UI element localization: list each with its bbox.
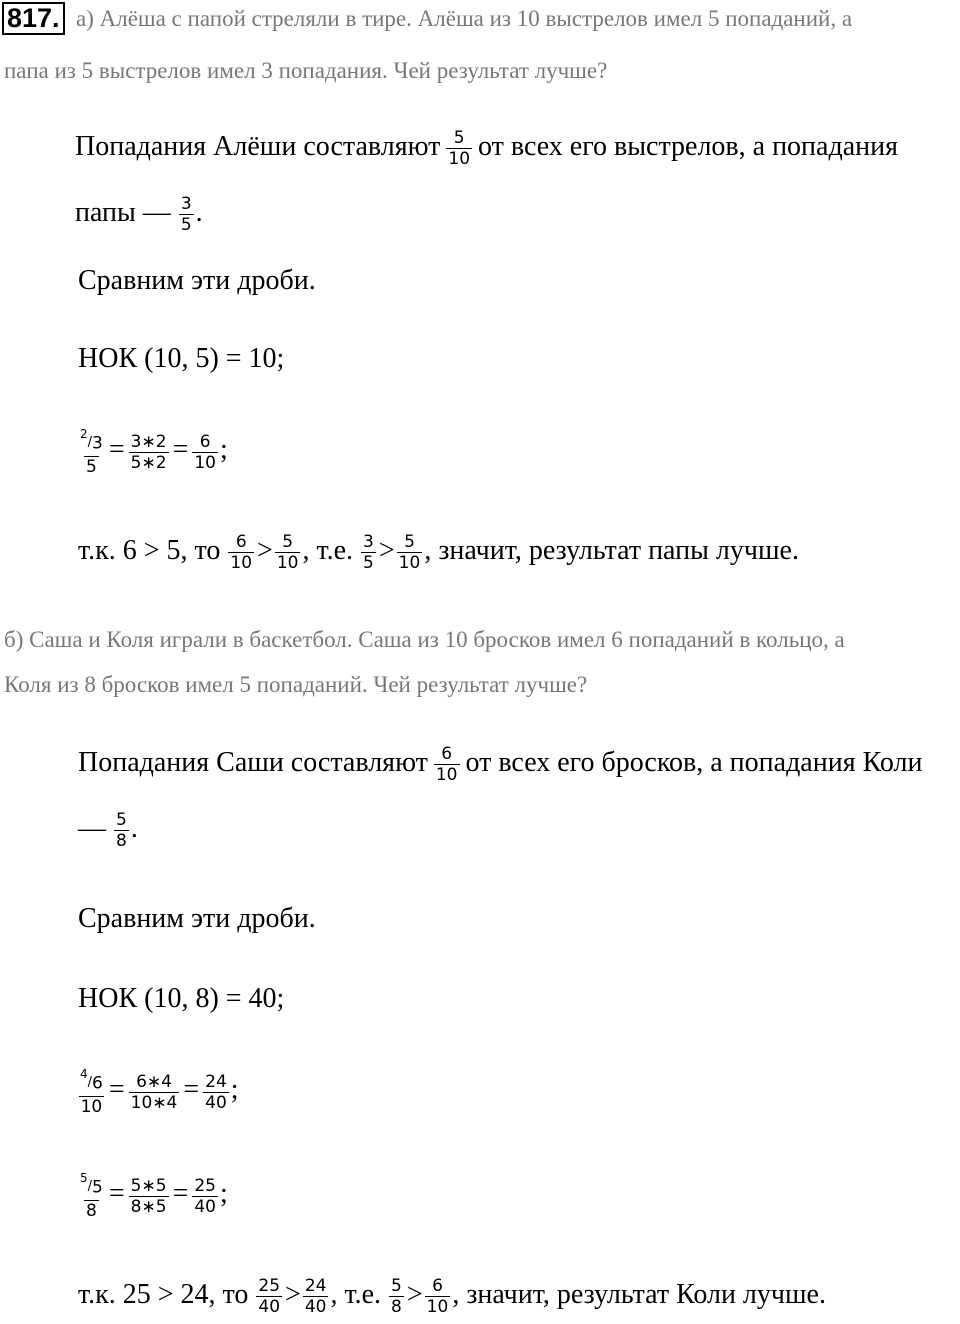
conclusion-text-2: , т.е. <box>330 1278 382 1310</box>
multiplier: 5 <box>80 1171 88 1185</box>
part-b-question-line1: б) Саша и Коля играли в баскетбол. Саша из 10 бросков имел 6 попаданий в кольцо, а <box>4 627 845 652</box>
eq-fraction-1 <box>78 428 105 477</box>
part-a-s1-before: Попадания Алёши составляют <box>75 130 441 162</box>
numerator: 3 <box>92 433 103 454</box>
fraction <box>425 1276 451 1317</box>
denominator: 10 <box>80 1096 103 1117</box>
eq-fraction-1 <box>78 1172 105 1221</box>
denominator: 10 <box>276 553 299 573</box>
numerator: 24 <box>304 1276 327 1296</box>
denominator: 5∗2 <box>130 452 167 473</box>
eq-fraction-2 <box>129 1176 169 1217</box>
slash: / <box>87 1178 93 1194</box>
multiplier: 2 <box>80 427 88 441</box>
denominator: 40 <box>205 1092 227 1113</box>
part-a-sentence2 <box>75 192 203 233</box>
part-b-s1-fraction <box>434 744 460 785</box>
equals-sign: = <box>172 1178 189 1210</box>
eq-fraction-2 <box>129 1072 180 1113</box>
part-a-s1-fraction <box>446 128 472 169</box>
part-a-s2-fraction <box>179 194 194 235</box>
denominator: 10 <box>426 1297 449 1317</box>
part-b-s2-before: — <box>78 812 106 844</box>
part-a-equation <box>76 426 228 475</box>
numerator: 3 <box>180 194 192 214</box>
greater-sign: > <box>406 1278 423 1310</box>
denominator: 8 <box>116 831 127 851</box>
part-a-lcm: НОК (10, 5) = 10; <box>78 343 285 374</box>
denominator: 10 <box>230 553 253 573</box>
denominator: 5 <box>363 553 374 573</box>
part-a-s2-after: . <box>195 196 203 228</box>
eq-fraction-3 <box>192 432 218 473</box>
multiplier: 4 <box>80 1067 88 1081</box>
conclusion-text-1: т.к. 6 > 5, то <box>78 534 221 566</box>
numerator: 25 <box>194 1175 216 1196</box>
numerator: 5 <box>391 1276 402 1296</box>
part-b-s2-fraction <box>114 810 129 851</box>
fraction <box>389 1276 404 1317</box>
conclusion-text-3: , значит, результат Коли лучше. <box>452 1278 826 1310</box>
part-b-lcm: НОК (10, 8) = 40; <box>78 983 285 1014</box>
denominator: 5 <box>86 456 97 477</box>
numerator: 3∗2 <box>130 431 167 452</box>
eq-fraction-2 <box>129 432 169 473</box>
numerator: 5 <box>116 810 127 830</box>
part-b-equation-2 <box>76 1170 228 1219</box>
numerator: 24 <box>205 1071 227 1092</box>
numerator: 6 <box>235 532 247 552</box>
equals-sign: = <box>183 1074 200 1106</box>
numerator: 6 <box>432 1276 443 1296</box>
denominator: 10∗4 <box>130 1092 178 1113</box>
part-b-question-line2: Коля из 8 бросков имел 5 попаданий. Чей результат лучше? <box>4 672 588 697</box>
numerator: 5 <box>453 128 465 148</box>
part-b-sentence2 <box>78 808 138 849</box>
denominator: 5 <box>180 215 192 235</box>
fraction <box>397 532 423 573</box>
fraction <box>303 1276 329 1317</box>
denominator: 10 <box>194 452 216 473</box>
greater-sign: > <box>378 534 395 566</box>
fraction <box>256 1276 282 1317</box>
fraction <box>228 532 254 573</box>
part-b-s1-before: Попадания Саши составляют <box>78 746 428 778</box>
part-a-conclusion <box>78 530 799 571</box>
semicolon: ; <box>230 1074 239 1106</box>
numerator: 5 <box>404 532 415 552</box>
part-b-s2-after: . <box>130 812 138 844</box>
numerator: 5 <box>92 1177 103 1198</box>
numerator: 3 <box>363 532 374 552</box>
part-a-compare: Сравним эти дроби. <box>78 265 316 296</box>
denominator: 10 <box>398 553 421 573</box>
denominator: 40 <box>194 1196 216 1217</box>
eq-fraction-3 <box>192 1176 218 1217</box>
equals-sign: = <box>108 434 125 466</box>
conclusion-text-1: т.к. 25 > 24, то <box>78 1278 249 1310</box>
greater-sign: > <box>285 1278 301 1310</box>
part-a-s2-before: папы — <box>75 196 171 228</box>
denominator: 8∗5 <box>130 1196 167 1217</box>
conclusion-text-2: , т.е. <box>302 534 354 566</box>
part-b-conclusion <box>78 1274 826 1315</box>
numerator: 5∗5 <box>130 1175 167 1196</box>
conclusion-text-3: , значит, результат папы лучше. <box>424 534 799 566</box>
part-a-s1-after: от всех его выстрелов, а попадания <box>478 130 898 162</box>
part-b-equation-1 <box>76 1066 239 1115</box>
fraction <box>275 532 301 573</box>
numerator: 5 <box>282 532 294 552</box>
denominator: 10 <box>448 149 471 169</box>
numerator: 6∗4 <box>136 1071 172 1092</box>
part-b-sentence1 <box>78 742 922 783</box>
semicolon: ; <box>219 434 228 466</box>
fraction <box>361 532 376 573</box>
problem-number: 817. <box>2 2 65 35</box>
equals-sign: = <box>172 434 189 466</box>
numerator: 6 <box>92 1073 103 1094</box>
eq-fraction-1 <box>78 1068 105 1117</box>
part-b-compare: Сравним эти дроби. <box>78 903 316 934</box>
denominator: 8 <box>86 1200 97 1221</box>
part-b-s1-after: от всех его бросков, а попадания Коли <box>465 746 923 778</box>
slash: / <box>87 1074 93 1090</box>
numerator: 6 <box>441 744 453 764</box>
denominator: 8 <box>391 1297 402 1317</box>
numerator: 25 <box>258 1276 281 1296</box>
eq-fraction-3 <box>203 1072 229 1113</box>
equals-sign: = <box>108 1074 125 1106</box>
denominator: 40 <box>304 1297 327 1317</box>
semicolon: ; <box>219 1178 228 1210</box>
slash: / <box>87 434 93 450</box>
part-a-question-line1: а) Алёша с папой стреляли в тире. Алёша из 10 выстрелов имел 5 попаданий, а <box>76 6 853 31</box>
denominator: 40 <box>258 1297 281 1317</box>
part-a-question-line2: папа из 5 выстрелов имел 3 попадания. Чей результат лучше? <box>4 58 608 83</box>
greater-sign: > <box>257 534 273 566</box>
numerator: 6 <box>199 431 211 452</box>
part-a-sentence1 <box>75 126 898 167</box>
equals-sign: = <box>108 1178 125 1210</box>
denominator: 10 <box>435 765 458 785</box>
